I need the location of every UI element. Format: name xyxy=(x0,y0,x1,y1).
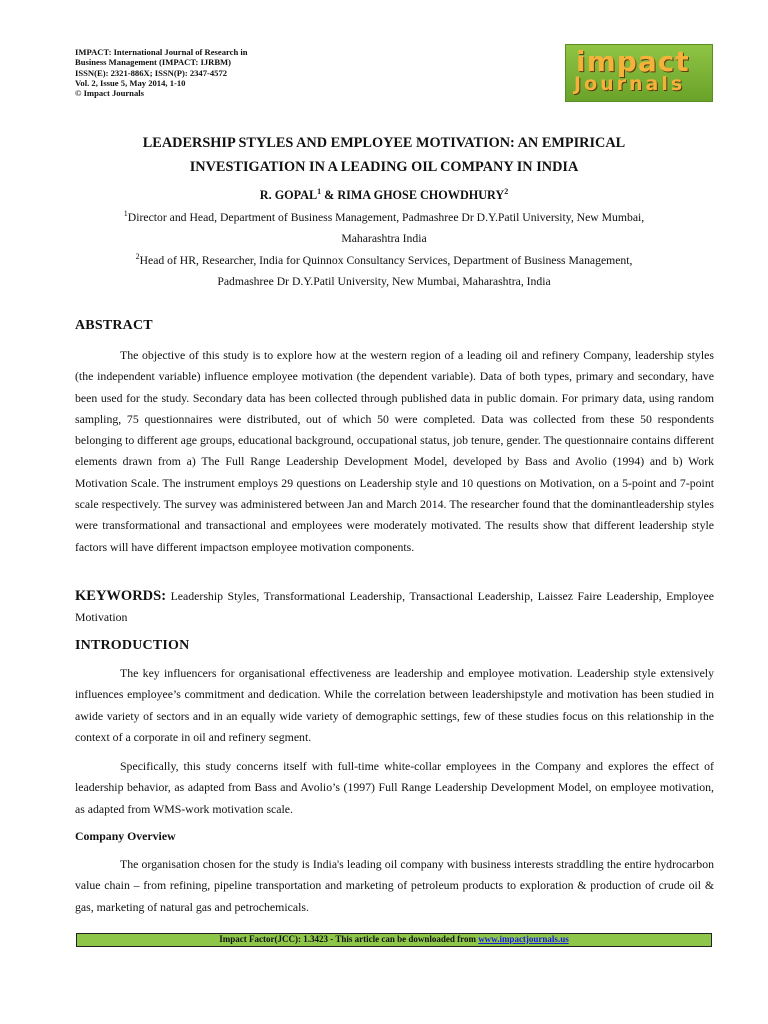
author-separator: & xyxy=(321,188,338,202)
company-overview-heading: Company Overview xyxy=(75,829,176,843)
affiliation-2-line2: Padmashree Dr D.Y.Patil University, New Mumbai, Maharashtra, India xyxy=(217,275,551,288)
affiliation-1-sup: 1 xyxy=(123,209,128,219)
logo-word-journals: Journals xyxy=(574,73,686,95)
footer-text: Impact Factor(JCC): 1.3423 - This article can be downloaded from xyxy=(219,934,479,944)
introduction-paragraph-2: Specifically, this study concerns itself with full-time white-collar employees in the Company and explores the effect of leadership behavior, as adapted from Bass and Avolio’s (1997) Full Range Leadership Development Model, on employee motivation, as adapted from WMS-work motivation scale. xyxy=(75,759,714,816)
footer-website-link[interactable]: www.impactjournals.us xyxy=(478,934,569,944)
keywords-label: KEYWORDS: xyxy=(75,588,167,604)
keywords xyxy=(75,586,717,628)
journal-name-line2: Business Management (IMPACT: IJRBM) xyxy=(75,57,232,68)
affiliation-1-line1: Director and Head, Department of Business Management, Padmashree Dr D.Y.Patil University, New Mumbai, xyxy=(127,211,645,224)
author-2: RIMA GHOSE CHOWDHURY xyxy=(337,188,505,202)
title-line1: LEADERSHIP STYLES AND EMPLOYEE MOTIVATION: AN EMPIRICAL xyxy=(142,135,626,151)
abstract-text: The objective of this study is to explore how at the western region of a leading oil and refinery Company, leadership styles (the independent variable) influence employee motivation (the dependent variable). Data of both types, primary and secondary, have been used for the study. Secondary data has been collected through published data in public domain. For primary data, using random sampling, 75 questionnaires were distributed, out of which 50 were completed. Data was collected from these 50 respondents belonging to different age groups, educational background, occupational status, job tenure, gender. The questionnaire contains different elements drawn from a) The Full Range Leadership Development Model, developed by Bass and Avolio (1994) and b) Work Motivation Scale. The instrument employs 29 questions on Leadership style and 10 questions on Motivation, on a 5-point and 7-point scale respectively. The survey was administered between Jan and March 2014. The researcher found that the dominantleadership styles were transformational and transactional and employees were moderately motivated. The results show that different leadership style factors will have different impactson employee motivation components. xyxy=(75,348,714,554)
author-list xyxy=(76,187,692,203)
impact-journals-logo xyxy=(565,44,713,102)
keywords-text: Leadership Styles, Transformational Leadership, Transactional Leadership, Laissez Faire Leadership, Employee Motivation xyxy=(75,589,717,624)
journal-name-line1: IMPACT: International Journal of Research in xyxy=(75,47,248,57)
introduction-heading: INTRODUCTION xyxy=(75,638,190,653)
logo-word-impact: impact xyxy=(576,45,690,78)
affiliation-2-sup: 2 xyxy=(135,252,140,262)
abstract-heading: ABSTRACT xyxy=(75,318,153,333)
journal-volume: Vol. 2, Issue 5, May 2014, 1-10 xyxy=(75,77,186,88)
affiliation-2 xyxy=(76,250,692,292)
journal-info xyxy=(75,47,375,98)
affiliation-1-line2: Maharashtra India xyxy=(341,232,427,245)
journal-issn: ISSN(E): 2321-886X; ISSN(P): 2347-4572 xyxy=(75,67,228,78)
author-1-sup: 1 xyxy=(317,186,322,196)
paper-title xyxy=(76,131,692,179)
author-2-sup: 2 xyxy=(504,186,509,196)
affiliation-2-line1: Head of HR, Researcher, India for Quinnox Consultancy Services, Department of Business Management, xyxy=(139,254,633,267)
company-overview-paragraph: The organisation chosen for the study is India's leading oil company with business interests straddling the entire hydrocarbon value chain – from refining, pipeline transportation and marketing of petroleum products to exploration & production of crude oil & gas, marketing of natural gas and petrochemicals. xyxy=(75,857,714,914)
author-1: R. GOPAL xyxy=(259,188,318,202)
footer-impact-factor xyxy=(76,933,712,947)
journal-copyright: © Impact Journals xyxy=(75,88,144,99)
title-line2: INVESTIGATION IN A LEADING OIL COMPANY IN INDIA xyxy=(189,159,579,175)
introduction-paragraph-1: The key influencers for organisational effectiveness are leadership and employee motivation. Leadership style extensively influences employee’s commitment and dedication. While the correlation between leadershipstyle and motivation has been studied in awide variety of sectors and in an equally wide variety of demographic settings, few of these studies focus on this relationship in the context of a corporate in oil and refinery segment. xyxy=(75,666,714,744)
affiliation-1 xyxy=(76,207,692,249)
